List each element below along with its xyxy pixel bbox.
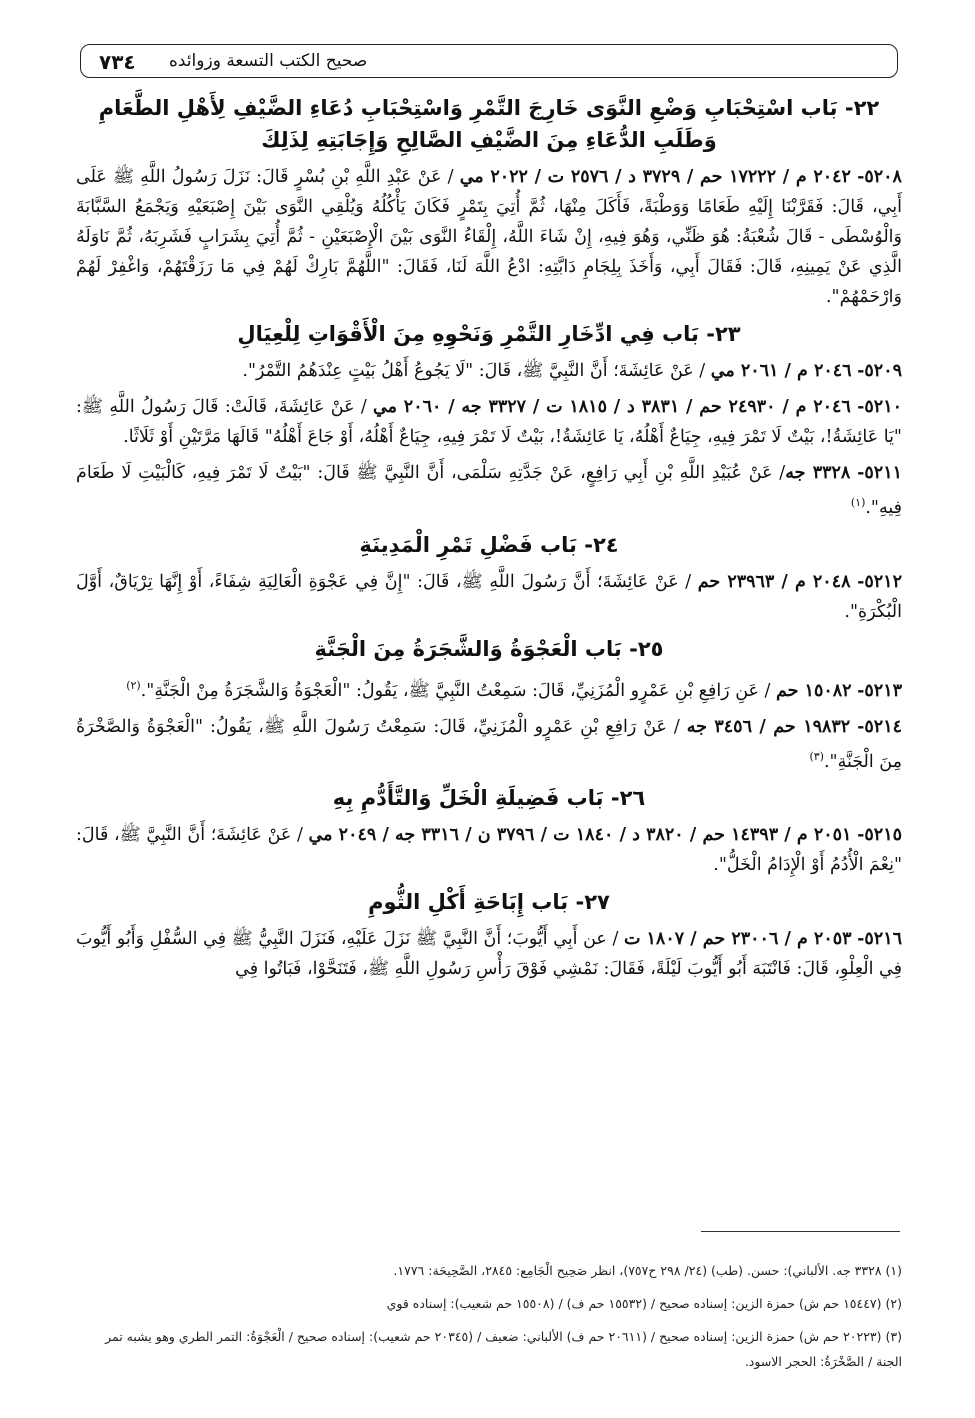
hadith-refs: ١٥٠٨٢ حم (775, 680, 852, 701)
chapter-heading-24: ٢٤- بَاب فَضْلِ تَمْرِ الْمَدِينَةِ (359, 532, 619, 557)
hadith-5212 (76, 567, 902, 627)
footnote-ref[interactable]: (٢) (126, 678, 141, 692)
chapter-heading-25: ٢٥- بَاب الْعَجْوَةُ وَالشَّجَرَةُ مِنَ الْجَنَّةِ (314, 636, 664, 661)
hadith-text: / عَنْ رَافِعِ بْنِ عَمْرٍو الْمُزَنِيِّ، قَالَ: سَمِعْتُ رَسُولَ اللَّهِ ﷺ، يَقُولُ: "الْعَجْوَةُ وَالصَّخْرَةُ مِنَ الْجَنَّةِ". (76, 716, 902, 772)
footnotes (76, 1258, 902, 1382)
hadith-5208 (76, 162, 902, 312)
hadith-5214 (76, 712, 902, 777)
hadith-number: ٥٢١٤- (857, 716, 902, 737)
hadith-number: ٥٢١٥- (857, 825, 902, 846)
page-header (80, 44, 898, 78)
footnote-3: (٣) (٢٠٢٢٣ حم ش) حمزة الزين: إسناده صحيح / (٢٠٦١١ حم ف) الألباني: ضعيف / (٢٠٣٤٥ حم شعيب): إسناده صحيح / الْعَجْوَةُ: التمر الطري وهو يشبه تمر الجنة / الصَّخْرَةُ: الحجر الاسود. (105, 1329, 902, 1369)
hadith-refs: ٢٠٤٨ م / ٢٣٩٦٣ حم (697, 571, 851, 592)
hadith-text: / عَنْ عَائِشَةَ، قَالَتْ: قَالَ رَسُولُ اللَّهِ ﷺ: "يَا عَائِشَةُ!، بَيْتٌ لَا تَمْرَ فِيهِ، جِيَاعٌ أَهْلُهُ، يَا عَائِشَةُ!، بَيْتٌ لَا تَمْرَ فِيهِ، جِيَاعٌ أَهْلُهُ، أَوْ جَاعَ أَهْلُهُ" قَالَهَا مَرَّتَيْنِ أَوْ ثَلَاثًا. (76, 397, 902, 447)
hadith-number: ٥٢١١- (857, 463, 902, 483)
hadith-number: ٥٢١٣- (857, 680, 902, 701)
hadith-number: ٥٢١٠- (857, 397, 902, 417)
footnote-ref[interactable]: (٣) (809, 749, 824, 763)
hadith-number: ٥٢٠٩- (857, 361, 902, 381)
footnote-2: (٢) (١٥٤٤٧ حم ش) حمزة الزين: إسناده صحيح / (١٥٥٣٢ حم ف) / (١٥٥٠٨ حم شعيب): إسناده قوي (386, 1296, 902, 1311)
main-content (76, 92, 902, 990)
hadith-5216 (76, 924, 902, 984)
hadith-text: / عَنْ عَبْدِ اللَّهِ بْنِ بُسْرٍ قَالَ: نَزَلَ رَسُولُ اللَّهِ ﷺ عَلَى أَبِي، قَالَ: فَقَرَّبْنَا إِلَيْهِ طَعَامًا وَوَطْبَةً، فَأَكَلَ مِنْهَا، ثُمَّ أُتِيَ بِتَمْرٍ فَكَانَ يَأْكُلُهُ وَيُلْقِي النَّوَى بَيْنَ إِصْبَعَيْهِ وَيَجْمَعُ السَّبَّابَةَ وَالْوُسْطَى - قَالَ شُعْبَةُ: هُوَ ظَنِّي، وَهُوَ فِيهِ، إِنْ شَاءَ اللَّهُ، إِلْقَاءُ النَّوَى بَيْنَ الْإِصْبَعَيْنِ - ثُمَّ أُتِيَ بِشَرَابٍ فَشَرِبَهُ، ثُمَّ نَاوَلَهُ الَّذِي عَنْ يَمِينِهِ، قَالَ: فَقَالَ أَبِي، وَأَخَذَ بِلِجَامِ دَابَّتِهِ: ادْعُ اللَّهَ لَنَا، فَقَالَ: "اللَّهُمَّ بَارِكْ لَهُمْ فِي مَا رَزَقْتَهُمْ، وَاغْفِرْ لَهُمْ وَارْحَمْهُمْ". (76, 167, 902, 307)
hadith-refs: ٣٣٢٨ جه (785, 463, 851, 483)
hadith-number: ٥٢٠٨- (857, 167, 902, 187)
hadith-text: / عَنْ عُبَيْدِ اللَّهِ بْنِ أَبِي رَافِعٍ، عَنْ جَدَّتِهِ سَلْمَى، أَنَّ النَّبِيَّ ﷺ قَالَ: "بَيْتٌ لَا تَمْرَ فِيهِ، كَالْبَيْتِ لَا طَعَامَ فِيهِ". (76, 463, 902, 518)
hadith-refs: ٢٠٥١ م / ١٤٣٩٣ حم / ٣٨٢٠ د / ١٨٤٠ ت / ٣٧٩٦ ن / ٣٣١٦ جه / ٢٠٤٩ مي (308, 825, 852, 846)
hadith-text: / عَنْ عَائِشَةَ؛ أَنَّ النَّبِيَّ ﷺ، قَالَ: "نِعْمَ الْأُدُمُ أَوْ الْإِدَامُ الْخَلُّ". (76, 825, 902, 876)
hadith-5209 (76, 356, 902, 386)
book-title: صحيح الكتب التسعة وزوائده (169, 51, 368, 71)
chapter-heading-23: ٢٣- بَاب فِي ادِّخَارِ التَّمْرِ وَنَحْوِهِ مِنَ الْأَقْوَاتِ لِلْعِيَالِ (237, 322, 741, 346)
chapter-heading-27: ٢٧- بَاب إِبَاحَةِ أَكْلِ الثُّومِ (368, 890, 610, 915)
hadith-5211 (76, 458, 902, 523)
hadith-refs: ١٩٨٣٢ حم / ٣٤٥٦ جه (686, 716, 851, 737)
hadith-refs: ٢٠٤٦ م / ٢٠٦١ مي (710, 361, 852, 381)
chapter-heading-26: ٢٦- بَاب فَضِيلَةِ الْخَلِّ وَالتَّأَدُّمِ بِهِ (332, 786, 646, 811)
hadith-refs: ٢٠٤٦ م / ٢٤٩٣٠ حم / ٣٨٣١ د / ١٨١٥ ت / ٣٣٢٧ جه / ٢٠٦٠ مي (373, 397, 851, 417)
hadith-5215 (76, 820, 902, 880)
hadith-5213 (76, 671, 902, 706)
page-number: ٧٣٤ (99, 50, 136, 74)
hadith-text: / عَنِ رَافِعِ بْنِ عَمْرٍو الْمُزَنِيِّ، قَالَ: سَمِعْتُ النَّبِيَّ ﷺ، يَقُولُ: "الْعَجْوَةُ وَالشَّجَرَةُ مِنْ الْجَنَّةِ". (140, 680, 776, 701)
hadith-5210 (76, 392, 902, 452)
hadith-text: / عَنْ عَائِشَةَ؛ أَنَّ النَّبِيَّ ﷺ، قَالَ: "لَا يَجُوعُ أَهْلُ بَيْتٍ عِنْدَهُمُ التَّمْرُ". (242, 361, 711, 381)
hadith-refs: ٢٠٥٣ م / ٢٣٠٠٦ حم / ١٨٠٧ ت (623, 929, 852, 950)
chapter-heading-22: ٢٢- بَاب اسْتِحْبَابِ وَضْعِ النَّوَى خَارِجَ التَّمْرِ وَاسْتِحْبَابِ دُعَاءِ الضَّيْفِ لِأَهْلِ الطَّعَامِ وَطَلَبِ الدُّعَاءِ مِنَ الضَّيْفِ الصَّالِحِ وَإِجَابَتِهِ لِذَلِكَ (98, 96, 880, 152)
footnote-ref[interactable]: (١) (850, 496, 866, 509)
hadith-text: / عَنْ عَائِشَةَ؛ أَنَّ رَسُولَ اللَّهِ ﷺ، قَالَ: "إِنَّ فِي عَجْوَةِ الْعَالِيَةِ شِفَاءً، أَوْ إِنَّهَا تِرْيَاقٌ، أَوَّلَ الْبُكْرَةِ". (76, 571, 902, 622)
hadith-text: / عن أَبِي أَيُّوبَ؛ أَنَّ النَّبِيَّ ﷺ نَزَلَ عَلَيْهِ، فَنَزَلَ النَّبِيُّ ﷺ فِي السُّفْلِ وَأَبُو أَيُّوبَ فِي الْعِلْوِ، قَالَ: فَانْتَبَهَ أَبُو أَيُّوبَ لَيْلَةً، فَقَالَ: نَمْشِي فَوْقَ رَأْسِ رَسُولِ اللَّهِ ﷺ، فَتَنَحَّوْا، فَبَاتُوا فِي (76, 929, 902, 980)
hadith-number: ٥٢١٦- (857, 929, 902, 950)
footnote-separator (701, 1231, 900, 1232)
hadith-refs: ٢٠٤٢ م / ١٧٢٢٢ حم / ٣٧٢٩ د / ٢٥٧٦ ت / ٢٠٢٢ مي (459, 167, 851, 187)
hadith-number: ٥٢١٢- (857, 571, 902, 592)
footnote-1: (١) ٣٣٢٨ جه. الألباني): حسن. (طب) (٢٤/ ٢٩٨ ح٧٥٧)، انظر صَحِيح الْجَامِع: ٢٨٤٥، الصَّحِيحَة: ١٧٧٦. (393, 1263, 902, 1278)
